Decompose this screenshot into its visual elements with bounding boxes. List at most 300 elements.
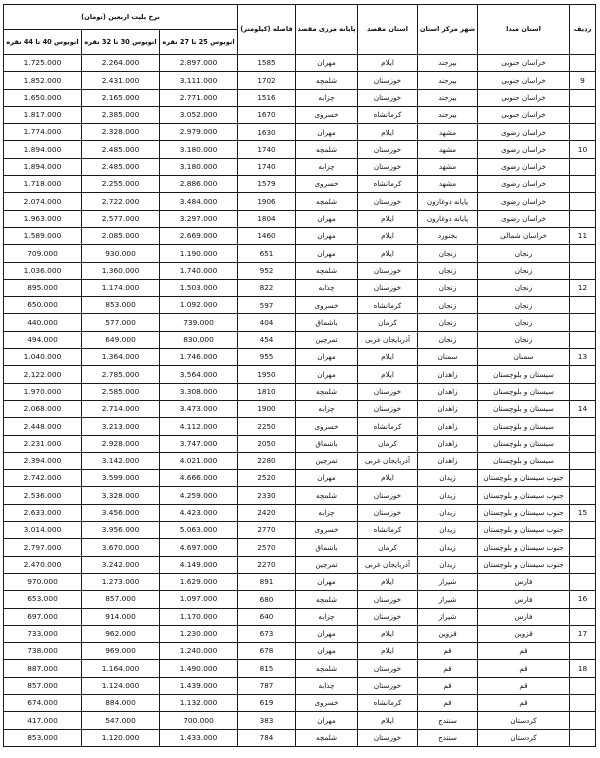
origin-city-cell-26: زیدان xyxy=(418,504,478,521)
price-30-cell-25: 3.328.000 xyxy=(82,487,160,504)
origin-province-cell-17: سمنان xyxy=(478,349,570,366)
origin-province-cell-21: سیستان و بلوچستان xyxy=(478,418,570,435)
origin-province-cell-1: خراسان جنوبی xyxy=(478,72,570,89)
rank-cell-36 xyxy=(570,677,596,694)
price-30-cell-17: 1.364.000 xyxy=(82,349,160,366)
distance-cell-34: 678 xyxy=(238,643,296,660)
header-price-40-44: اتوبوس 40 تا 44 نفره xyxy=(3,30,81,55)
origin-province-cell-24: جنوب سیستان و بلوچستان xyxy=(478,470,570,487)
border-cell-25: شلمچه xyxy=(296,487,358,504)
price-40-cell-28: 2.797.000 xyxy=(3,539,81,556)
origin-city-cell-34: قم xyxy=(418,643,478,660)
price-25-cell-2: 2.771.000 xyxy=(160,89,238,106)
table-row xyxy=(3,643,595,660)
rank-cell-26: 15 xyxy=(570,504,596,521)
price-25-cell-0: 2.897.000 xyxy=(160,55,238,72)
table-row xyxy=(3,452,595,469)
rank-cell-18 xyxy=(570,366,596,383)
price-30-cell-15: 577.000 xyxy=(82,314,160,331)
price-30-cell-35: 1.164.000 xyxy=(82,660,160,677)
price-40-cell-21: 2.448.000 xyxy=(3,418,81,435)
origin-province-cell-33: قزوین xyxy=(478,625,570,642)
price-30-cell-18: 2.785.000 xyxy=(82,366,160,383)
border-cell-29: تمرچین xyxy=(296,556,358,573)
origin-province-cell-19: سیستان و بلوچستان xyxy=(478,383,570,400)
price-30-cell-20: 2.714.000 xyxy=(82,400,160,417)
price-25-cell-5: 3.180.000 xyxy=(160,141,238,158)
price-40-cell-19: 1.970.000 xyxy=(3,383,81,400)
header-origin-city: شهر مرکز استان xyxy=(418,5,478,55)
border-cell-30: مهران xyxy=(296,573,358,590)
distance-cell-21: 2250 xyxy=(238,418,296,435)
price-25-cell-34: 1.240.000 xyxy=(160,643,238,660)
origin-city-cell-35: قم xyxy=(418,660,478,677)
rank-cell-31: 16 xyxy=(570,591,596,608)
header-rank: ردیف xyxy=(570,5,596,55)
price-25-cell-18: 3.564.000 xyxy=(160,366,238,383)
border-cell-15: باشماق xyxy=(296,314,358,331)
price-25-cell-6: 3.180.000 xyxy=(160,158,238,175)
origin-city-cell-12: زنجان xyxy=(418,262,478,279)
price-25-cell-17: 1.746.000 xyxy=(160,349,238,366)
distance-cell-12: 952 xyxy=(238,262,296,279)
price-25-cell-28: 4.697.000 xyxy=(160,539,238,556)
table-row xyxy=(3,193,595,210)
distance-cell-35: 815 xyxy=(238,660,296,677)
origin-province-cell-30: فارس xyxy=(478,573,570,590)
price-40-cell-38: 417.000 xyxy=(3,712,81,729)
price-40-cell-27: 3.014.000 xyxy=(3,522,81,539)
table-row xyxy=(3,522,595,539)
price-40-cell-6: 1.894.000 xyxy=(3,158,81,175)
table-row xyxy=(3,418,595,435)
distance-cell-27: 2770 xyxy=(238,522,296,539)
border-cell-2: چزابه xyxy=(296,89,358,106)
table-row xyxy=(3,245,595,262)
border-cell-1: شلمچه xyxy=(296,72,358,89)
price-25-cell-32: 1.170.000 xyxy=(160,608,238,625)
origin-city-cell-31: شیراز xyxy=(418,591,478,608)
rank-cell-24 xyxy=(570,470,596,487)
distance-cell-39: 784 xyxy=(238,729,296,746)
border-cell-32: چزابه xyxy=(296,608,358,625)
rank-cell-37 xyxy=(570,694,596,711)
origin-province-cell-3: خراسان جنوبی xyxy=(478,106,570,123)
price-40-cell-37: 674.000 xyxy=(3,694,81,711)
origin-city-cell-1: بیرجند xyxy=(418,72,478,89)
header-price-group: نرخ بلیت اربعین (تومان) xyxy=(3,5,237,30)
distance-cell-9: 1804 xyxy=(238,210,296,227)
rank-cell-23 xyxy=(570,452,596,469)
border-cell-12: شلمچه xyxy=(296,262,358,279)
origin-city-cell-27: زیدان xyxy=(418,522,478,539)
price-30-cell-16: 649.000 xyxy=(82,331,160,348)
dest-province-cell-7: کرمانشاه xyxy=(358,176,418,193)
table-row xyxy=(3,435,595,452)
dest-province-cell-35: خوزستان xyxy=(358,660,418,677)
price-30-cell-39: 1.120.000 xyxy=(82,729,160,746)
table-row xyxy=(3,176,595,193)
price-30-cell-29: 3.242.000 xyxy=(82,556,160,573)
price-25-cell-12: 1.740.000 xyxy=(160,262,238,279)
origin-city-cell-36: قم xyxy=(418,677,478,694)
origin-city-cell-4: مشهد xyxy=(418,124,478,141)
price-30-cell-37: 884.000 xyxy=(82,694,160,711)
table-row xyxy=(3,556,595,573)
distance-cell-36: 787 xyxy=(238,677,296,694)
price-40-cell-14: 650.000 xyxy=(3,297,81,314)
rank-cell-17: 13 xyxy=(570,349,596,366)
origin-province-cell-25: جنوب سیستان و بلوچستان xyxy=(478,487,570,504)
border-cell-16: تمرچین xyxy=(296,331,358,348)
rank-cell-15 xyxy=(570,314,596,331)
table-row xyxy=(3,383,595,400)
price-25-cell-36: 1.439.000 xyxy=(160,677,238,694)
header-row xyxy=(3,5,595,30)
price-30-cell-30: 1.273.000 xyxy=(82,573,160,590)
dest-province-cell-10: ایلام xyxy=(358,227,418,244)
distance-cell-25: 2330 xyxy=(238,487,296,504)
price-40-cell-4: 1.774.000 xyxy=(3,124,81,141)
origin-city-cell-7: مشهد xyxy=(418,176,478,193)
origin-province-cell-15: زنجان xyxy=(478,314,570,331)
distance-cell-13: 822 xyxy=(238,279,296,296)
origin-province-cell-9: خراسان رضوی xyxy=(478,210,570,227)
border-cell-24: مهران xyxy=(296,470,358,487)
rank-cell-5: 10 xyxy=(570,141,596,158)
price-25-cell-1: 3.111.000 xyxy=(160,72,238,89)
price-25-cell-7: 2.886.000 xyxy=(160,176,238,193)
price-40-cell-10: 1.589.000 xyxy=(3,227,81,244)
border-cell-21: خسروی xyxy=(296,418,358,435)
rank-cell-38 xyxy=(570,712,596,729)
dest-province-cell-12: خوزستان xyxy=(358,262,418,279)
dest-province-cell-36: خوزستان xyxy=(358,677,418,694)
price-30-cell-33: 962.000 xyxy=(82,625,160,642)
origin-province-cell-29: جنوب سیستان و بلوچستان xyxy=(478,556,570,573)
origin-province-cell-7: خراسان رضوی xyxy=(478,176,570,193)
price-25-cell-14: 1.092.000 xyxy=(160,297,238,314)
distance-cell-5: 1740 xyxy=(238,141,296,158)
dest-province-cell-24: ایلام xyxy=(358,470,418,487)
price-25-cell-13: 1.503.000 xyxy=(160,279,238,296)
distance-cell-28: 2570 xyxy=(238,539,296,556)
dest-province-cell-6: خوزستان xyxy=(358,158,418,175)
origin-city-cell-11: زنجان xyxy=(418,245,478,262)
price-40-cell-29: 2.470.000 xyxy=(3,556,81,573)
price-30-cell-2: 2.165.000 xyxy=(82,89,160,106)
price-40-cell-18: 2.122.000 xyxy=(3,366,81,383)
price-40-cell-16: 494.000 xyxy=(3,331,81,348)
origin-province-cell-0: خراسان جنوبی xyxy=(478,55,570,72)
table-row xyxy=(3,573,595,590)
dest-province-cell-26: خوزستان xyxy=(358,504,418,521)
dest-province-cell-25: خوزستان xyxy=(358,487,418,504)
origin-city-cell-13: زنجان xyxy=(418,279,478,296)
border-cell-9: مهران xyxy=(296,210,358,227)
header-origin-province: استان مبدا xyxy=(478,5,570,55)
dest-province-cell-18: ایلام xyxy=(358,366,418,383)
table-row xyxy=(3,712,595,729)
rank-cell-39 xyxy=(570,729,596,746)
origin-province-cell-13: زنجان xyxy=(478,279,570,296)
rank-cell-11 xyxy=(570,245,596,262)
price-30-cell-11: 930.000 xyxy=(82,245,160,262)
rank-cell-22 xyxy=(570,435,596,452)
table-row xyxy=(3,210,595,227)
rank-cell-2 xyxy=(570,89,596,106)
price-40-cell-39: 853.000 xyxy=(3,729,81,746)
origin-province-cell-8: خراسان رضوی xyxy=(478,193,570,210)
table-row xyxy=(3,591,595,608)
table-row xyxy=(3,331,595,348)
table-row xyxy=(3,106,595,123)
rank-cell-10: 11 xyxy=(570,227,596,244)
rank-cell-3 xyxy=(570,106,596,123)
origin-city-cell-9: پایانه دوغارون xyxy=(418,210,478,227)
dest-province-cell-27: کرمانشاه xyxy=(358,522,418,539)
table-header xyxy=(3,5,595,55)
distance-cell-18: 1950 xyxy=(238,366,296,383)
price-30-cell-9: 2.577.000 xyxy=(82,210,160,227)
dest-province-cell-39: خوزستان xyxy=(358,729,418,746)
distance-cell-37: 619 xyxy=(238,694,296,711)
price-25-cell-19: 3.308.000 xyxy=(160,383,238,400)
header-border-terminal: پایانه مرزی مقصد xyxy=(296,5,358,55)
rank-cell-13: 12 xyxy=(570,279,596,296)
distance-cell-16: 454 xyxy=(238,331,296,348)
price-25-cell-16: 830.000 xyxy=(160,331,238,348)
price-40-cell-34: 738.000 xyxy=(3,643,81,660)
table-row xyxy=(3,539,595,556)
border-cell-31: شلمچه xyxy=(296,591,358,608)
price-30-cell-19: 2.585.000 xyxy=(82,383,160,400)
origin-city-cell-3: بیرجند xyxy=(418,106,478,123)
rank-cell-34 xyxy=(570,643,596,660)
rank-cell-20: 14 xyxy=(570,400,596,417)
origin-city-cell-32: شیراز xyxy=(418,608,478,625)
distance-cell-4: 1630 xyxy=(238,124,296,141)
rank-cell-29 xyxy=(570,556,596,573)
origin-city-cell-19: زاهدان xyxy=(418,383,478,400)
table-row xyxy=(3,487,595,504)
price-25-cell-11: 1.190.000 xyxy=(160,245,238,262)
rank-cell-33: 17 xyxy=(570,625,596,642)
distance-cell-6: 1740 xyxy=(238,158,296,175)
origin-province-cell-32: فارس xyxy=(478,608,570,625)
origin-city-cell-15: زنجان xyxy=(418,314,478,331)
price-40-cell-12: 1.036.000 xyxy=(3,262,81,279)
origin-province-cell-22: سیستان و بلوچستان xyxy=(478,435,570,452)
distance-cell-23: 2280 xyxy=(238,452,296,469)
price-30-cell-12: 1.360.000 xyxy=(82,262,160,279)
price-25-cell-27: 5.063.000 xyxy=(160,522,238,539)
origin-city-cell-38: سنندج xyxy=(418,712,478,729)
distance-cell-32: 640 xyxy=(238,608,296,625)
rank-cell-32 xyxy=(570,608,596,625)
price-40-cell-13: 895.000 xyxy=(3,279,81,296)
price-40-cell-11: 709.000 xyxy=(3,245,81,262)
border-cell-22: باشماق xyxy=(296,435,358,452)
dest-province-cell-4: ایلام xyxy=(358,124,418,141)
price-30-cell-5: 2.485.000 xyxy=(82,141,160,158)
rank-cell-7 xyxy=(570,176,596,193)
origin-city-cell-0: بیرجند xyxy=(418,55,478,72)
border-cell-34: مهران xyxy=(296,643,358,660)
table-row xyxy=(3,314,595,331)
origin-province-cell-5: خراسان رضوی xyxy=(478,141,570,158)
origin-city-cell-30: شیراز xyxy=(418,573,478,590)
dest-province-cell-30: ایلام xyxy=(358,573,418,590)
distance-cell-19: 1810 xyxy=(238,383,296,400)
price-25-cell-8: 3.484.000 xyxy=(160,193,238,210)
distance-cell-7: 1579 xyxy=(238,176,296,193)
price-40-cell-2: 1.650.000 xyxy=(3,89,81,106)
price-30-cell-36: 1.124.000 xyxy=(82,677,160,694)
dest-province-cell-5: خوزستان xyxy=(358,141,418,158)
dest-province-cell-22: کرمان xyxy=(358,435,418,452)
price-25-cell-25: 4.259.000 xyxy=(160,487,238,504)
dest-province-cell-20: خوزستان xyxy=(358,400,418,417)
rank-cell-27 xyxy=(570,522,596,539)
price-30-cell-26: 3.456.000 xyxy=(82,504,160,521)
origin-province-cell-4: خراسان رضوی xyxy=(478,124,570,141)
dest-province-cell-3: کرمانشاه xyxy=(358,106,418,123)
rank-cell-25 xyxy=(570,487,596,504)
rank-cell-16 xyxy=(570,331,596,348)
origin-city-cell-21: زاهدان xyxy=(418,418,478,435)
border-cell-14: خسروی xyxy=(296,297,358,314)
table-row xyxy=(3,55,595,72)
origin-province-cell-23: سیستان و بلوچستان xyxy=(478,452,570,469)
dest-province-cell-31: خوزستان xyxy=(358,591,418,608)
dest-province-cell-14: کرمانشاه xyxy=(358,297,418,314)
price-30-cell-3: 2.385.000 xyxy=(82,106,160,123)
origin-province-cell-35: قم xyxy=(478,660,570,677)
border-cell-35: شلمچه xyxy=(296,660,358,677)
origin-city-cell-24: زیدان xyxy=(418,470,478,487)
border-cell-13: چذابه xyxy=(296,279,358,296)
origin-province-cell-28: جنوب سیستان و بلوچستان xyxy=(478,539,570,556)
distance-cell-17: 955 xyxy=(238,349,296,366)
table-body xyxy=(3,55,595,747)
origin-province-cell-26: جنوب سیستان و بلوچستان xyxy=(478,504,570,521)
price-30-cell-22: 2.928.000 xyxy=(82,435,160,452)
price-25-cell-38: 700.000 xyxy=(160,712,238,729)
distance-cell-11: 651 xyxy=(238,245,296,262)
border-cell-27: خسروی xyxy=(296,522,358,539)
price-40-cell-25: 2.536.000 xyxy=(3,487,81,504)
border-cell-8: شلمچه xyxy=(296,193,358,210)
dest-province-cell-19: خوزستان xyxy=(358,383,418,400)
price-30-cell-38: 547.000 xyxy=(82,712,160,729)
price-40-cell-32: 697.000 xyxy=(3,608,81,625)
table-row xyxy=(3,504,595,521)
border-cell-7: خسروی xyxy=(296,176,358,193)
distance-cell-33: 673 xyxy=(238,625,296,642)
distance-cell-31: 680 xyxy=(238,591,296,608)
border-cell-3: خسروی xyxy=(296,106,358,123)
rank-cell-1: 9 xyxy=(570,72,596,89)
price-30-cell-4: 2.328.000 xyxy=(82,124,160,141)
dest-province-cell-23: آذربایجان غربی xyxy=(358,452,418,469)
price-25-cell-31: 1.097.000 xyxy=(160,591,238,608)
table-row xyxy=(3,729,595,746)
border-cell-20: چزابه xyxy=(296,400,358,417)
border-cell-36: چذابه xyxy=(296,677,358,694)
price-25-cell-26: 4.423.000 xyxy=(160,504,238,521)
price-30-cell-27: 3.956.000 xyxy=(82,522,160,539)
distance-cell-14: 597 xyxy=(238,297,296,314)
table-row xyxy=(3,297,595,314)
border-cell-37: خسروی xyxy=(296,694,358,711)
dest-province-cell-28: کرمان xyxy=(358,539,418,556)
price-25-cell-21: 4.112.000 xyxy=(160,418,238,435)
table-row xyxy=(3,366,595,383)
rank-cell-19 xyxy=(570,383,596,400)
distance-cell-0: 1585 xyxy=(238,55,296,72)
table-row xyxy=(3,262,595,279)
price-25-cell-10: 2.669.000 xyxy=(160,227,238,244)
border-cell-39: شلمچه xyxy=(296,729,358,746)
price-40-cell-31: 653.000 xyxy=(3,591,81,608)
border-cell-19: شلمچه xyxy=(296,383,358,400)
border-cell-23: تمرچین xyxy=(296,452,358,469)
price-25-cell-20: 3.473.000 xyxy=(160,400,238,417)
price-40-cell-30: 970.000 xyxy=(3,573,81,590)
origin-province-cell-10: خراسان شمالی xyxy=(478,227,570,244)
distance-cell-22: 2050 xyxy=(238,435,296,452)
price-30-cell-13: 1.174.000 xyxy=(82,279,160,296)
price-40-cell-24: 2.742.000 xyxy=(3,470,81,487)
price-40-cell-1: 1.852.000 xyxy=(3,72,81,89)
table-row xyxy=(3,349,595,366)
border-cell-4: مهران xyxy=(296,124,358,141)
dest-province-cell-2: خوزستان xyxy=(358,89,418,106)
price-30-cell-31: 857.000 xyxy=(82,591,160,608)
rank-cell-0 xyxy=(570,55,596,72)
rank-cell-4 xyxy=(570,124,596,141)
price-25-cell-9: 3.297.000 xyxy=(160,210,238,227)
rank-cell-6 xyxy=(570,158,596,175)
origin-province-cell-6: خراسان رضوی xyxy=(478,158,570,175)
price-25-cell-24: 4.666.000 xyxy=(160,470,238,487)
price-30-cell-21: 3.213.000 xyxy=(82,418,160,435)
dest-province-cell-0: ایلام xyxy=(358,55,418,72)
origin-city-cell-10: بجنورد xyxy=(418,227,478,244)
origin-city-cell-37: قم xyxy=(418,694,478,711)
price-40-cell-36: 857.000 xyxy=(3,677,81,694)
distance-cell-24: 2520 xyxy=(238,470,296,487)
price-25-cell-30: 1.629.000 xyxy=(160,573,238,590)
dest-province-cell-8: خوزستان xyxy=(358,193,418,210)
table-row xyxy=(3,694,595,711)
price-25-cell-23: 4.021.000 xyxy=(160,452,238,469)
price-30-cell-0: 2.264.000 xyxy=(82,55,160,72)
origin-province-cell-2: خراسان جنوبی xyxy=(478,89,570,106)
dest-province-cell-13: خوزستان xyxy=(358,279,418,296)
price-30-cell-8: 2.722.000 xyxy=(82,193,160,210)
distance-cell-30: 891 xyxy=(238,573,296,590)
price-25-cell-29: 4.149.000 xyxy=(160,556,238,573)
header-distance: فاصله (کیلومتر) xyxy=(238,5,296,55)
dest-province-cell-38: ایلام xyxy=(358,712,418,729)
header-price-25-27: اتوبوس 25 تا 27 نفره xyxy=(160,30,238,55)
origin-province-cell-37: قم xyxy=(478,694,570,711)
price-40-cell-35: 887.000 xyxy=(3,660,81,677)
origin-province-cell-20: سیستان و بلوچستان xyxy=(478,400,570,417)
price-30-cell-6: 2.485.000 xyxy=(82,158,160,175)
